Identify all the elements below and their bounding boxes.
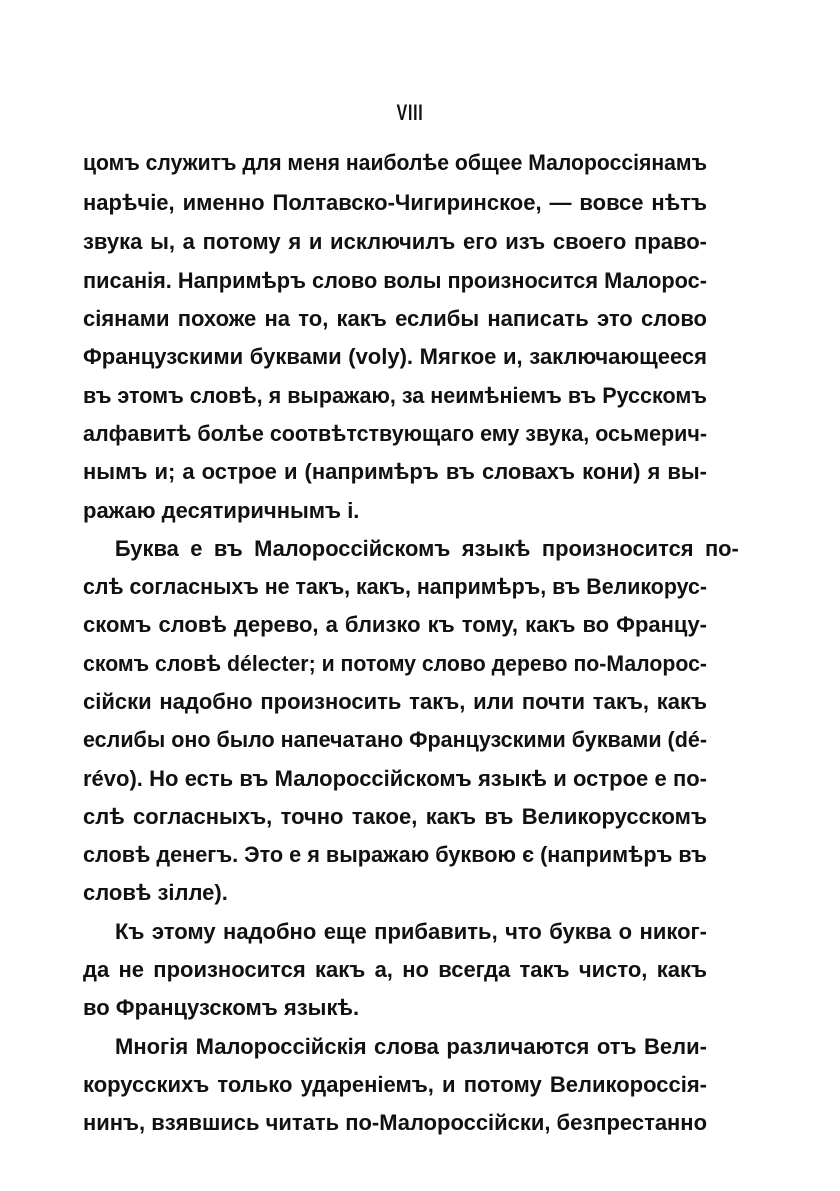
- text-line: ражаю десятиричнымъ i.: [83, 498, 360, 523]
- text-line: цомъ служитъ для меня наиболѣе общее Малороссіянамъ: [83, 150, 707, 175]
- text-line: слѣ согласныхъ не такъ, какъ, напримѣръ, въ Великорус-: [83, 574, 707, 599]
- text-line: нымъ и; а острое и (напримѣръ въ словахъ кони) я вы-: [83, 459, 707, 484]
- text-line: нинъ, взявшись читать по-Малороссійски, безпрестанно: [83, 1110, 707, 1135]
- text-line: Къ этому надобно еще прибавить, что буква о никог-: [115, 919, 707, 944]
- text-line: сіянами похоже на то, какъ еслибы написать это слово: [83, 306, 707, 331]
- text-line: скомъ словѣ дерево, а близко къ тому, какъ во Францу-: [83, 612, 707, 637]
- text-line: слѣ согласныхъ, точно такое, какъ въ Великорусскомъ: [83, 804, 707, 829]
- text-line: словѣ зілле).: [83, 880, 228, 905]
- text-line: еслибы оно было напечатано Французскими буквами (dé-: [83, 727, 707, 752]
- text-line: алфавитѣ болѣе соотвѣтствующаго ему звука, осьмерич-: [83, 421, 707, 446]
- text-line: да не произносится какъ а, но всегда такъ чисто, какъ: [83, 957, 707, 982]
- text-line: въ этомъ словѣ, я выражаю, за неимѣніемъ въ Русскомъ: [83, 383, 707, 408]
- text-line: скомъ словѣ délecter; и потому слово дерево по-Малорос-: [83, 651, 707, 676]
- text-line: писанія. Напримѣръ слово волы произносится Малорос-: [83, 268, 707, 293]
- text-line: сійски надобно произносить такъ, или почти такъ, какъ: [83, 689, 707, 714]
- text-line: словѣ денегъ. Это е я выражаю буквою є (напримѣръ въ: [83, 842, 707, 867]
- text-line: Французскими буквами (voly). Мягкое и, заключающееся: [83, 344, 707, 369]
- text-line: во Французскомъ языкѣ.: [83, 995, 360, 1020]
- text-line: Буква е въ Малороссійскомъ языкѣ произносится по-: [114, 536, 739, 561]
- text-line: корусскихъ только удареніемъ, и потому Великороссія-: [83, 1072, 707, 1097]
- text-line: нарѣчіе, именно Полтавско-Чигиринское, — вовсе нѣтъ: [83, 190, 707, 215]
- text-line: Многія Малороссійскія слова различаются отъ Вели-: [115, 1034, 707, 1059]
- text-line: звука ы, а потому я и исключилъ его изъ своего право-: [83, 229, 707, 254]
- page-number: VIII: [396, 100, 424, 125]
- text-line: révo). Но есть въ Малороссійскомъ языкѣ и острое е по-: [83, 766, 707, 791]
